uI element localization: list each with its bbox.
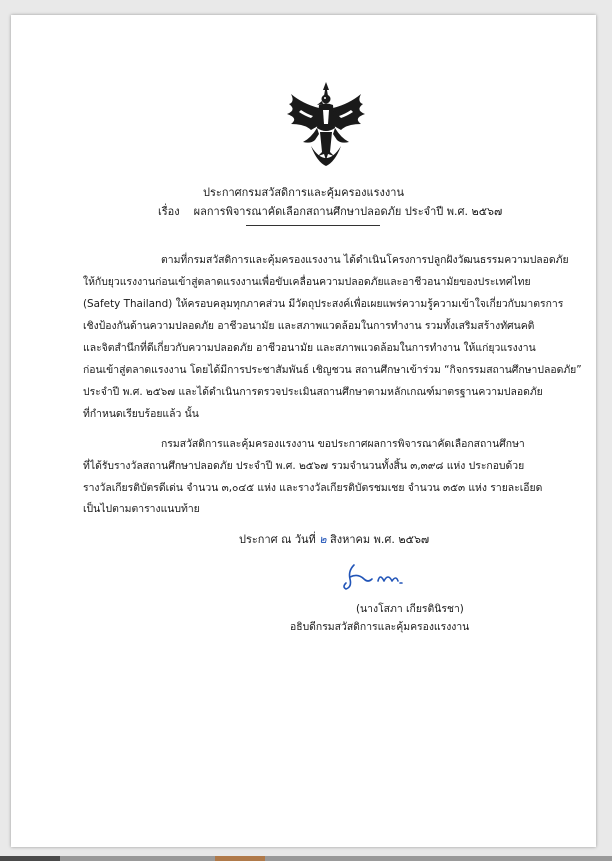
paragraph1-line: และจิตสำนึกที่ดีเกี่ยวกับความปลอดภัย อาชีวอนามัย และสภาพแวดล้อมในการทำงาน ให้แก่ยุวแรงงาน (83, 342, 536, 354)
viewer-bottom-edge (0, 856, 612, 861)
paragraph2-line: รางวัลเกียรติบัตรดีเด่น จำนวน ๓,๐๔๕ แห่ง และรางวัลเกียรติบัตรชมเชย จำนวน ๓๕๓ แห่ง รายละเอียด (83, 482, 543, 494)
paragraph1-line: เชิงป้องกันด้านความปลอดภัย อาชีวอนามัย และสภาพแวดล้อมในการทำงาน รวมทั้งเสริมสร้างทัศนคติ (83, 320, 535, 332)
announcement-subject (158, 206, 502, 217)
paragraph1-line: ก่อนเข้าสู่ตลาดแรงงาน โดยได้มีการประชาสัมพันธ์ เชิญชวน สถานศึกษาเข้าร่วม “กิจกรรมสถานศึกษาปลอดภัย” (83, 364, 582, 376)
heading-divider (246, 225, 380, 226)
announcement-heading: ประกาศกรมสวัสดิการและคุ้มครองแรงงาน (203, 186, 404, 199)
date-prefix: ประกาศ ณ วันที่ (239, 533, 316, 546)
paragraph2-line: กรมสวัสดิการและคุ้มครองแรงงาน ขอประกาศผลการพิจารณาคัดเลือกสถานศึกษา (161, 438, 525, 450)
garuda-emblem-icon (281, 80, 371, 172)
signer-title: อธิบดีกรมสวัสดิการและคุ้มครองแรงงาน (290, 621, 470, 633)
subject-text: ผลการพิจารณาคัดเลือกสถานศึกษาปลอดภัย ประจำปี พ.ศ. ๒๕๖๗ (193, 205, 503, 218)
paragraph1-line: ประจำปี พ.ศ. ๒๕๖๗ และได้ดำเนินการตรวจประเมินสถานศึกษาตามหลักเกณฑ์มาตรฐานความปลอดภัย (83, 386, 543, 398)
paragraph1-line: ตามที่กรมสวัสดิการและคุ้มครองแรงงาน ได้ดำเนินโครงการปลูกฝังวัฒนธรรมความปลอดภัย (161, 254, 569, 266)
subject-label: เรื่อง (158, 205, 180, 218)
taskbar-segment (215, 856, 265, 861)
paragraph2-line: เป็นไปตามตารางแนบท้าย (83, 503, 200, 515)
document-page (11, 15, 596, 847)
paragraph1-line: ให้กับยุวแรงงานก่อนเข้าสู่ตลาดแรงงานเพื่อขับเคลื่อนความปลอดภัยและอาชีวอนามัยของประเทศไทย (83, 276, 531, 288)
date-day: ๒ (319, 533, 327, 546)
taskbar-segment (0, 856, 60, 861)
date-suffix: สิงหาคม พ.ศ. ๒๕๖๗ (330, 533, 430, 546)
announcement-date (239, 534, 429, 545)
handwritten-signature (336, 561, 416, 593)
signer-name: (นางโสภา เกียรตินิรชา) (356, 603, 464, 615)
paragraph2-line: ที่ได้รับรางวัลสถานศึกษาปลอดภัย ประจำปี พ.ศ. ๒๕๖๗ รวมจำนวนทั้งสิ้น ๓,๓๙๘ แห่ง ประกอบด้วย (83, 460, 525, 472)
paragraph1-line: ที่กำหนดเรียบร้อยแล้ว นั้น (83, 408, 199, 420)
paragraph1-line: (Safety Thailand) ให้ครอบคลุมทุกภาคส่วน มีวัตถุประสงค์เพื่อเผยแพร่ความรู้ความเข้าใจเกี่ยวกับมาตรการ (83, 298, 564, 310)
